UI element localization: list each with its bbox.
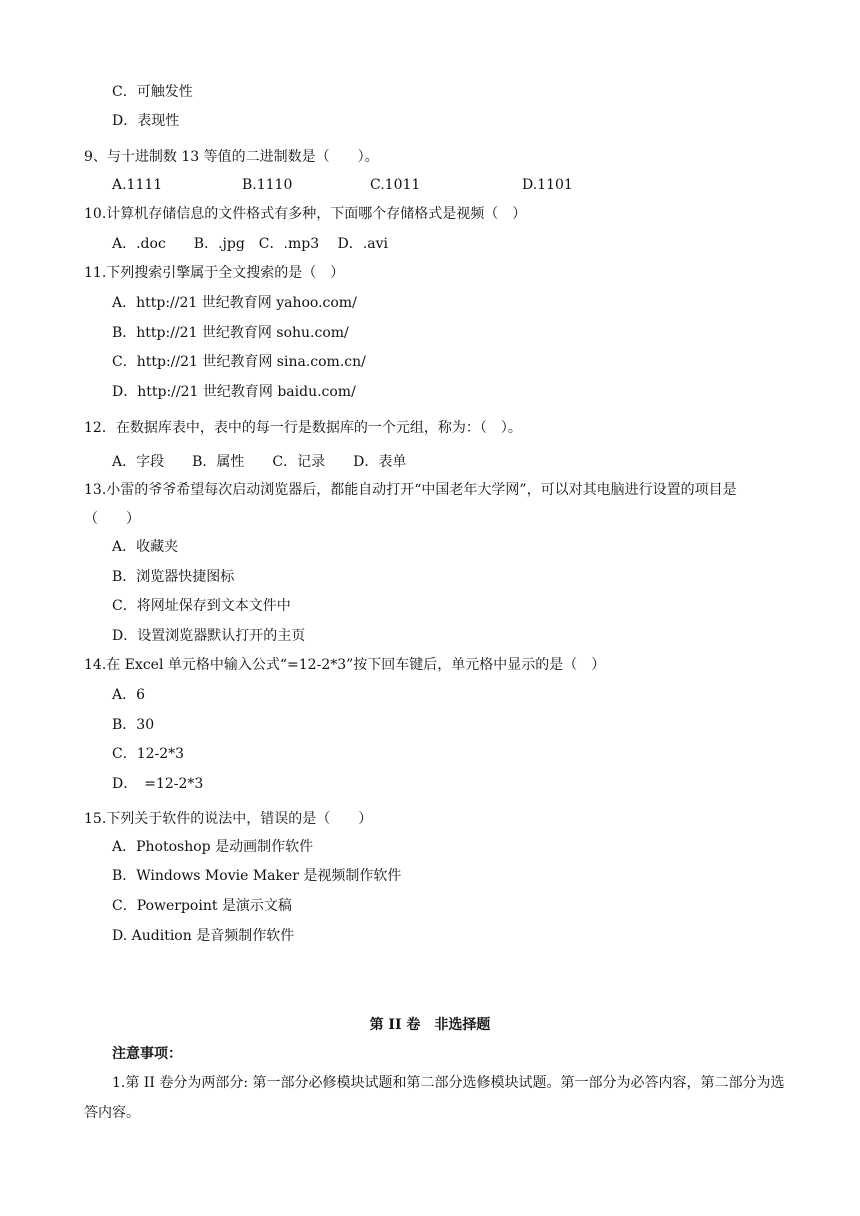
q13-option-c: C．将网址保存到文本文件中 <box>112 598 291 614</box>
q13-stem: 13.小雷的爷爷希望每次启动浏览器后，都能自动打开“中国老年大学网”，可以对其电脑进行设置的项目是（ ） <box>84 482 737 527</box>
q8-option-c: C．可触发性 <box>112 84 193 100</box>
section-title: 第 II 卷 非选择题 <box>369 1017 491 1033</box>
q14-option-b: B．30 <box>112 717 155 733</box>
q9-option-a: A.1111 <box>112 177 163 193</box>
q15-option-d: D. Audition 是音频制作软件 <box>112 928 295 944</box>
q9-option-c: C.1011 <box>370 177 421 193</box>
q15-option-a: A．Photoshop 是动画制作软件 <box>112 839 314 855</box>
q13-option-d: D．设置浏览器默认打开的主页 <box>112 628 306 644</box>
q8-option-d: D．表现性 <box>112 113 180 129</box>
q15-option-b: B．Windows Movie Maker 是视频制作软件 <box>112 868 402 884</box>
q12-stem: 12．在数据库表中，表中的每一行是数据库的一个元组，称为：（ ）。 <box>84 420 522 436</box>
q14-stem: 14.在 Excel 单元格中输入公式“=12-2*3”按下回车键后，单元格中显示的是（ ） <box>84 657 606 673</box>
q15-stem: 15.下列关于软件的说法中，错误的是（ ） <box>84 811 373 827</box>
notice-heading: 注意事项： <box>112 1046 182 1062</box>
q10-stem: 10.计算机存储信息的文件格式有多种，下面哪个存储格式是视频（ ） <box>84 206 527 222</box>
q9-stem: 9、与十进制数 13 等值的二进制数是（ ）。 <box>84 149 379 165</box>
q14-option-a: A．6 <box>112 687 146 703</box>
q9-option-d: D.1101 <box>522 177 573 193</box>
q9-option-b: B.1110 <box>242 177 293 193</box>
q11-option-a: A．http://21 世纪教育网 yahoo.com/ <box>112 295 357 311</box>
q13-option-a: A．收藏夹 <box>112 539 179 555</box>
q12-options: A．字段 B．属性 C．记录 D．表单 <box>112 454 407 470</box>
q11-stem: 11.下列搜索引擎属于全文搜索的是（ ） <box>84 265 345 281</box>
q11-option-b: B．http://21 世纪教育网 sohu.com/ <box>112 325 349 341</box>
q15-option-c: C．Powerpoint 是演示文稿 <box>112 898 292 914</box>
q9-options <box>0 175 860 195</box>
q14-option-c: C．12-2*3 <box>112 746 185 762</box>
q13-option-b: B．浏览器快捷图标 <box>112 569 235 585</box>
notice-item-1: 1.第 II 卷分为两部分: 第一部分必修模块试题和第二部分选修模块试题。第一部分为必答内容，第二部分为选答内容。 <box>84 1075 785 1121</box>
q11-option-d: D．http://21 世纪教育网 baidu.com/ <box>112 384 356 400</box>
q10-options: A．.doc B．.jpg C．.mp3 D．.avi <box>112 236 388 252</box>
q11-option-c: C．http://21 世纪教育网 sina.com.cn/ <box>112 354 366 370</box>
q14-option-d: D． =12-2*3 <box>112 776 204 792</box>
